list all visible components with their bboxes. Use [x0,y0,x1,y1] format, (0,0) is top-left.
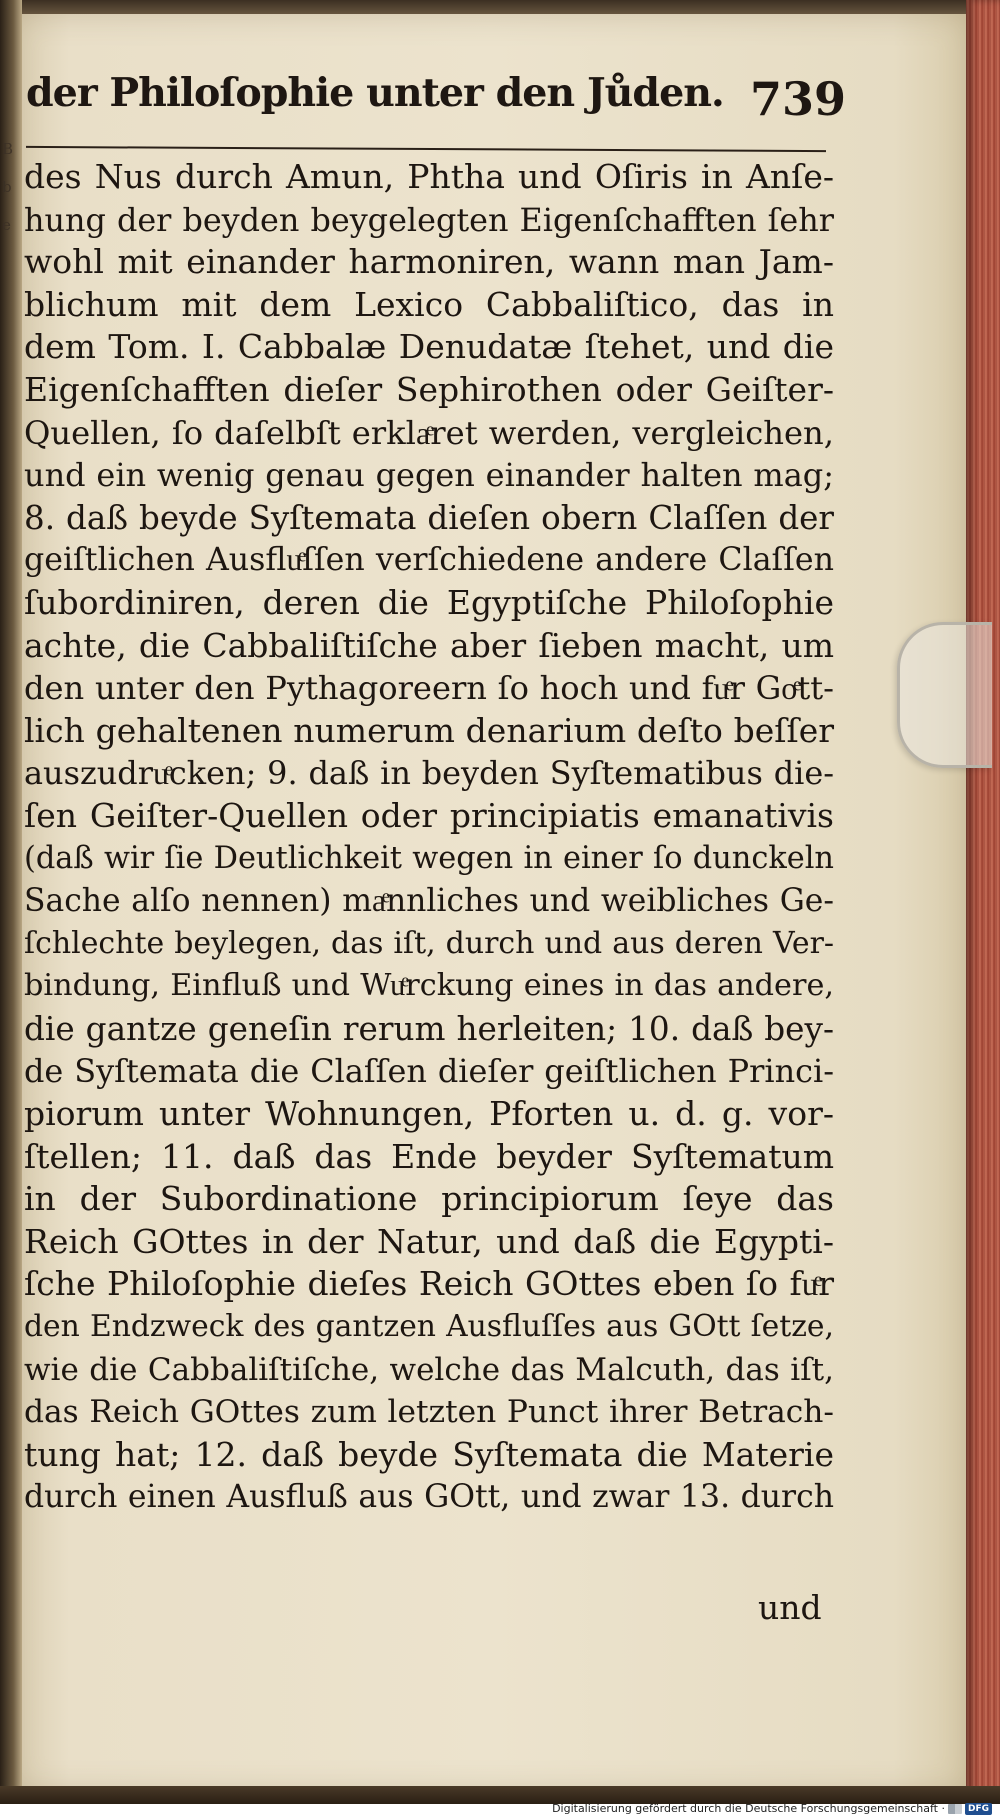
credit-text: Digitalisierung gefördert durch die Deutsche Forschungsgemeinschaft · [552,1802,945,1815]
text-line: den Endzweck des gantzen Ausfluſſes aus GOtt ſetze, [24,1309,834,1345]
text-line: Quellen, ſo daſelbſt erklaͤret werden, vergleichen, [24,413,834,452]
text-line: dem Tom. I. Cabbalæ Denudatæ ſtehet, und die [24,327,834,367]
text-line: 8. daß beyde Syſtemata dieſen obern Claſſen der [24,498,834,537]
text-line: achte, die Cabbaliſtiſche aber ſieben macht, um [24,625,834,665]
text-line: das Reich GOttes zum letzten Punct ihrer Betrach- [24,1394,834,1431]
text-line: wohl mit einander harmoniren, wann man Jam- [24,242,834,282]
digitization-credit [552,1802,992,1815]
text-line: tung hat; 12. daß beyde Syſtemata die Materie [24,1434,834,1474]
catchword: und [758,1588,822,1627]
margin-char: B [2,140,14,158]
text-line: (daß wir ſie Deutlichkeit wegen in einer ſo dunckeln [24,840,834,876]
margin-char: e [2,216,11,234]
text-line: geiſtlichen Ausfluͤſſen verſchiedene andere Claſſen [24,542,834,579]
left-margin-bleed [2,130,20,244]
text-line: des Nus durch Amun, Phtha und Oſiris in Anſe- [24,157,834,196]
text-line: Eigenſchafften dieſer Sephirothen oder Geiſter- [24,369,834,409]
dfg-logo: DFG [965,1803,992,1815]
running-head [26,70,846,146]
book-spine-edge [0,0,22,1800]
text-line: wie die Cabbaliſtiſche, welche das Malcuth, das iſt, [24,1351,834,1388]
text-line: Reich GOttes in der Natur, und daß die Egypti- [24,1221,834,1261]
text-line: auszudruͤcken; 9. daß in beyden Syſtematibus die- [24,754,834,793]
text-line: ſen Geiſter-Quellen oder principiatis emanativis [24,795,834,835]
text-line: durch einen Ausfluß aus GOtt, und zwar 13. durch [24,1479,834,1516]
text-line: ſche Philoſophie dieſes Reich GOttes eben ſo fuͤr [24,1264,834,1304]
page-number: 739 [749,72,846,126]
margin-char: b [2,178,12,196]
text-line: bindung, Einfluß und Wuͤrckung eines in das andere, [24,968,834,1004]
text-line: ſtellen; 11. daß das Ende beyder Syſtematum [24,1136,834,1176]
text-line: die gantze geneſin rerum herleiten; 10. daß bey- [24,1009,834,1048]
page-stack-edge [966,0,1000,1800]
logo-icon [948,1804,962,1814]
body-text [24,156,834,1519]
text-line: ſubordiniren, deren die Egyptiſche Philoſophie [24,582,834,622]
text-line: piorum unter Wohnungen, Pforten u. d. g. vor- [24,1094,834,1134]
text-line: ſchlechte beylegen, das iſt, durch und aus deren Ver- [24,925,834,961]
running-title: der Philoſophie unter den Jůden. [26,70,724,116]
text-line: den unter den Pythagoreern ſo hoch und fuͤr Goͤtt- [24,669,834,708]
text-line: lich gehaltenen numerum denarium deſto beſſer [24,710,834,750]
text-line: und ein wenig genau gegen einander halten mag; [24,456,834,495]
bookmark-clip [897,622,992,768]
text-line: hung der beyden beygelegten Eigenſchafften ſehr [24,200,834,239]
text-line: blichum mit dem Lexico Cabbaliſtico, das in [24,284,834,324]
text-line: Sache alſo nennen) maͤnnliches und weibliches Ge- [24,883,834,920]
text-line: de Syſtemata die Claſſen dieſer geiſtlichen Princi- [24,1052,834,1091]
text-line: in der Subordinatione principiorum ſeye das [24,1179,834,1219]
